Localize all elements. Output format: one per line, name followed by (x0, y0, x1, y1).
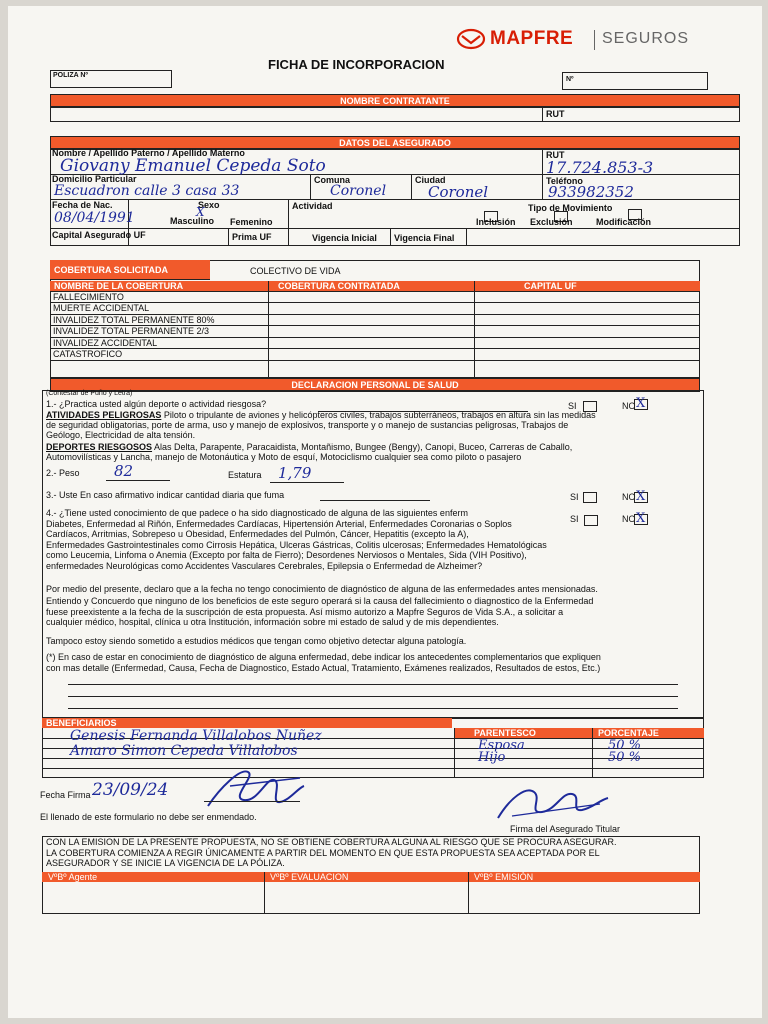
firma-titular-label: Firma del Asegurado Titular (510, 824, 621, 834)
contratante-rut-label: RUT (546, 109, 565, 119)
signature-left-icon (200, 758, 310, 818)
sexo-mark[interactable]: X (196, 205, 205, 219)
vb-emision-field[interactable] (470, 883, 698, 913)
domicilio-value[interactable]: Escuadron calle 3 casa 33 (54, 183, 240, 199)
brand-name: MAPFRE (490, 28, 574, 49)
aviso-enmendado: El llenado de este formulario no debe ser enmendado. (40, 812, 257, 822)
declaracion-p2: Entiendo y Concuerdo que ninguno de los beneficios de este seguro operará si la causa del fallecimiento o diagnostico de la Enfermedad fuese preexistente a la fecha de la suscripción de esta propuesta. Así mismo autorizo a Mapfre Seguros de Vida S.A., a solicitar a cualquier médico, hospital, clínica u otra Institución, información sobre mi estado de salud y de mis dependientes. (46, 596, 594, 627)
actividades-peligrosas: ATIVIDADES PELIGROSAS Piloto o tripulante de aviones y helicópteros civiles, trabajos subterráneos, trabajos en altura sin las medidas de seguridad obligatorias, porte de arma, uso y manejo de explosivos, transporte y o manejo de sustancias peligrosas, Trabajos de Geólogo, Electricidad de alta tensión. (46, 410, 596, 440)
declaracion-p4: (*) En caso de estar en conocimiento de diagnóstico de alguna enfermedad, debe indicar los antecedentes complementarios que expliquen con mas detalle (Enfermedad, Causa, Fecha de Diagnostico, Estado Actual, Tratamiento, Exámenes realizados, Resultados de estos, Etc.) (46, 652, 601, 673)
form-sheet: MAPFRE SEGUROS FICHA DE INCORPORACION POLIZA Nº Nº NOMBRE CONTRATANTE RUT DATOS DEL ASEGURADO Nombre / Apellido Paterno / Apellido Materno Giovany Emanuel Cepeda Soto RUT 17.724.853-3 Domicilio Particular Escuadron calle 3 casa 33 Comuna Coronel Ciudad Coronel Teléfono 933982352 Fecha de Nac. 08/04/1991 Sexo X Masculino Femenino Actividad Tipo de Movimiento Inclusión Exclusión Modificación Capital Asegurado UF Prima UF Vigencia Inicial Vigencia Final COBERTURA SOLICITADA COLECTIVO DE VIDA NOMBRE DE LA COBERTURA COBERTURA CONTRATADA CAPITAL UF FALLECIMIENTO MUERTE ACCIDENTAL INVALIDEZ TOTAL PERMANENTE 80% INVALIDEZ TOTAL PERMANENTE 2/3 INVALIDEZ ACCIDENTAL CATASTROFICO DECLARACION PERSONAL DE SALUD (Contestar de Puño y Letra) 1.- ¿Practica usted algún deporte o actividad riesgosa? SI NO X ATIVIDADES PELIGROSAS Piloto o tripulante de aviones y helicópteros civiles, trabajos subterráneos, trabajos en altura sin las medidas de seguridad obligatorias, porte de arma, uso y manejo de explosivos, transporte y o manejo de sustancias peligrosas, Trabajos de Geólogo, Electricidad de alta tensión. DEPORTES RIESGOSOS Alas Delta, Parapente, Paracaidista, Montañismo, Bungee (Bengy), Canopi, Buceo, Carreras de Caballo, Automovilísticas y Lancha, manejo de Motonáutica y Moto de esquí, Motociclismo cualquier sea como piloto o pasajero 2.- Peso 82 Estatura 1,79 3.- Uste En caso afirmativo indicar cantidad diaria que fuma SI NO X 4.- ¿Tiene usted conocimiento de que padece o ha sido diagnosticado de alguna de las siguientes enferm Diabetes, Enfermedad al Riñón, Enfermedades Cardíacas, Hipertensión Arterial, Enfermedades Coronarias o Soplos Cardíacos, Arritmias, Sobrepeso u Obesidad, Enfermedades del Pulmón, Cáncer, Hepatitis (excepto la A), Enfermedades Gastrointestinales como Cirrosis Hepática, Ulceras Gástricas, Colitis ulcerosas; Enfermedades Hematológicas como Leucemia, Linfoma o Anemia (Excepto por falta de Fierro); Desordenes Nerviosos o Mentales, Sida (VIH Positivo), enfermedades Neurológicas como Accidentes Vasculares Cerebrales, Epilepsia o Enfermedad de Alzheimer? SI NO X Por medio del presente, declaro que a la fecha no tengo conocimiento de diagnóstico de alguna de las enfermedades antes mensionadas. Entiendo y Concuerdo que ninguno de los beneficios de este seguro operará si la causa del fallecimiento o diagnostico de la Enfermedad fuese preexistente a la fecha de la suscripción de esta propuesta. Así mismo autorizo a Mapfre Seguros de Vida S.A., a solicitar a cualquier médico, hospital, clínica u otra Institución, información sobre mi estado de salud y de mis dependientes. Tampoco estoy siendo sometido a estudios médicos que tengan como objetivo detectar alguna patología. (*) En caso de estar en conocimiento de diagnóstico de alguna enfermedad, debe indicar los antecedentes complementarios que expliquen con mas detalle (Enfermedad, Causa, Fecha de Diagnostico, Estado Actual, Tratamiento, Exámenes realizados, Resultados de estos, Etc.) BENEFICIARIOS PARENTESCO PORCENTAJE Genesis Fernanda Villalobos Nuñez Esposa 50 % Amaro Simon Cepeda Villalobos Hijo 50 % Fecha Firma 23/09/24 El llenado de este formulario no debe ser enmendado. Firma del Asegurado Titular CON LA EMISION DE LA PRESENTE PROPUESTA, NO SE OBTIENE COBERTURA ALGUNA AL RIESGO QUE SE PROCURA ASEGURAR. LA COBERTURA COMIENZA A REGIR ÚNICAMENTE A PARTIR DEL MOMENTO EN QUE ESTA PROPUESTA SEA ACEPTADA POR EL ASEGURADOR Y SE INICIE LA VIGENCIA DE LA PÓLIZA. VºBº Agente VºBº EVALUACION VºBº EMISIÓN (8, 6, 762, 1018)
beneficiario-2-porcentaje[interactable]: 50 % (608, 750, 642, 765)
cobertura-bar: COBERTURA SOLICITADA (50, 260, 210, 280)
brand-suffix: SEGUROS (602, 30, 690, 47)
comuna-value[interactable]: Coronel (330, 183, 387, 199)
beneficiario-2-name[interactable]: Amaro Simon Cepeda Villalobos (70, 743, 298, 759)
q3-si-checkbox[interactable] (583, 492, 597, 503)
asegurado-bar: DATOS DEL ASEGURADO (50, 136, 740, 150)
signature-right-icon (492, 778, 612, 828)
mapfre-emblem-icon (456, 28, 486, 50)
peso-value[interactable]: 82 (114, 462, 134, 480)
cobertura-row: CATASTROFICO (53, 349, 123, 359)
declaracion-p1: Por medio del presente, declaro que a la fecha no tengo conocimiento de diagnóstico de alguna de las enfermedades antes mensionadas. (46, 584, 598, 594)
q4-no-checkbox[interactable]: X (634, 514, 648, 525)
q4-text: 4.- ¿Tiene usted conocimiento de que padece o ha sido diagnosticado de alguna de las siguientes enferm Diabetes, Enfermedad al Riñón, Enfermedades Cardíacas, Hipertensión Arterial, Enfermedades Coronarias o Soplos Cardíacos, Arritmias, Sobrepeso u Obesidad, Enfermedades del Pulmón, Cáncer, Hepatitis (excepto la A), Enfermedades Gastrointestinales como Cirrosis Hepática, Ulceras Gástricas, Colitis ulcerosas; Enfermedades Hematológicas como Leucemia, Linfoma o Anemia (Excepto por falta de Fierro); Desordenes Nerviosos o Mentales, Sida (VIH Positivo), enfermedades Neurológicas como Accidentes Vasculares Cerebrales, Epilepsia o Enfermedad de Alzheimer? (46, 508, 547, 571)
cobertura-row: INVALIDEZ TOTAL PERMANENTE 80% (53, 315, 215, 325)
detalle-line[interactable] (68, 696, 678, 697)
salud-bar: DECLARACION PERSONAL DE SALUD (50, 378, 700, 392)
beneficiario-1-porcentaje[interactable]: 50 % (608, 738, 642, 753)
n-field[interactable]: Nº (562, 72, 708, 90)
q1-text: 1.- ¿Practica usted algún deporte o actividad riesgosa? (46, 399, 267, 409)
vb-agente-label: VºBº Agente (48, 872, 98, 882)
beneficiario-1-name[interactable]: Genesis Fernanda Villalobos Nuñez (70, 728, 322, 744)
q3-text: 3.- Uste En caso afirmativo indicar cantidad diaria que fuma (46, 490, 285, 500)
beneficiarios-bar: BENEFICIARIOS (42, 718, 452, 728)
cobertura-row: FALLECIMIENTO (53, 292, 124, 302)
beneficiario-1-parentesco[interactable]: Esposa (478, 738, 525, 753)
telefono-value[interactable]: 933982352 (548, 183, 634, 201)
rut-value[interactable]: 17.724.853-3 (546, 158, 654, 177)
beneficiario-2-parentesco[interactable]: Hijo (478, 750, 506, 765)
contratante-bar: NOMBRE CONTRATANTE (50, 94, 740, 108)
vb-evaluacion-label: VºBº EVALUACION (270, 872, 349, 882)
contratante-row[interactable] (50, 106, 740, 122)
nombre-value[interactable]: Giovany Emanuel Cepeda Soto (60, 156, 326, 176)
q1-no-checkbox[interactable]: X (634, 399, 648, 410)
detalle-line[interactable] (68, 684, 678, 685)
q4-si-checkbox[interactable] (584, 515, 598, 526)
deportes-riesgosos: DEPORTES RIESGOSOS Alas Delta, Parapente, Paracaidista, Montañismo, Bungee (Bengy), Canopi, Buceo, Carreras de Caballo, Automovilísticas y Lancha, manejo de Motonáutica y Moto de esquí, Motociclismo cualquier sea como piloto o pasajero (46, 442, 573, 462)
cobertura-tipo: COLECTIVO DE VIDA (250, 266, 341, 276)
q3-no-checkbox[interactable]: X (634, 492, 648, 503)
declaracion-p3: Tampoco estoy siendo sometido a estudios médicos que tengan como objetivo detectar alguna patología. (46, 636, 467, 646)
cobertura-row: INVALIDEZ TOTAL PERMANENTE 2/3 (53, 326, 210, 336)
ciudad-value[interactable]: Coronel (428, 183, 489, 201)
footer-notice: CON LA EMISION DE LA PRESENTE PROPUESTA, NO SE OBTIENE COBERTURA ALGUNA AL RIESGO QUE SE PROCURA ASEGURAR. LA COBERTURA COMIENZA A REGIR ÚNICAMENTE A PARTIR DEL MOMENTO EN QUE ESTA PROPUESTA SEA ACEPTADA POR EL ASEGURADOR Y SE INICIE LA VIGENCIA DE LA PÓLIZA. (46, 837, 617, 868)
cobertura-row: MUERTE ACCIDENTAL (53, 303, 150, 313)
mapfre-logo (456, 26, 696, 54)
form-title: FICHA DE INCORPORACION (268, 57, 445, 72)
vb-evaluacion-field[interactable] (266, 883, 466, 913)
estatura-value[interactable]: 1,79 (278, 464, 312, 482)
cobertura-row: INVALIDEZ ACCIDENTAL (53, 338, 158, 348)
fecha-firma-value[interactable]: 23/09/24 (92, 780, 169, 800)
vb-emision-label: VºBº EMISIÓN (474, 872, 534, 882)
detalle-line[interactable] (68, 708, 678, 709)
poliza-field[interactable]: POLIZA Nº (50, 70, 172, 88)
fecha-nac-value[interactable]: 08/04/1991 (54, 210, 135, 226)
vb-agente-field[interactable] (44, 883, 262, 913)
